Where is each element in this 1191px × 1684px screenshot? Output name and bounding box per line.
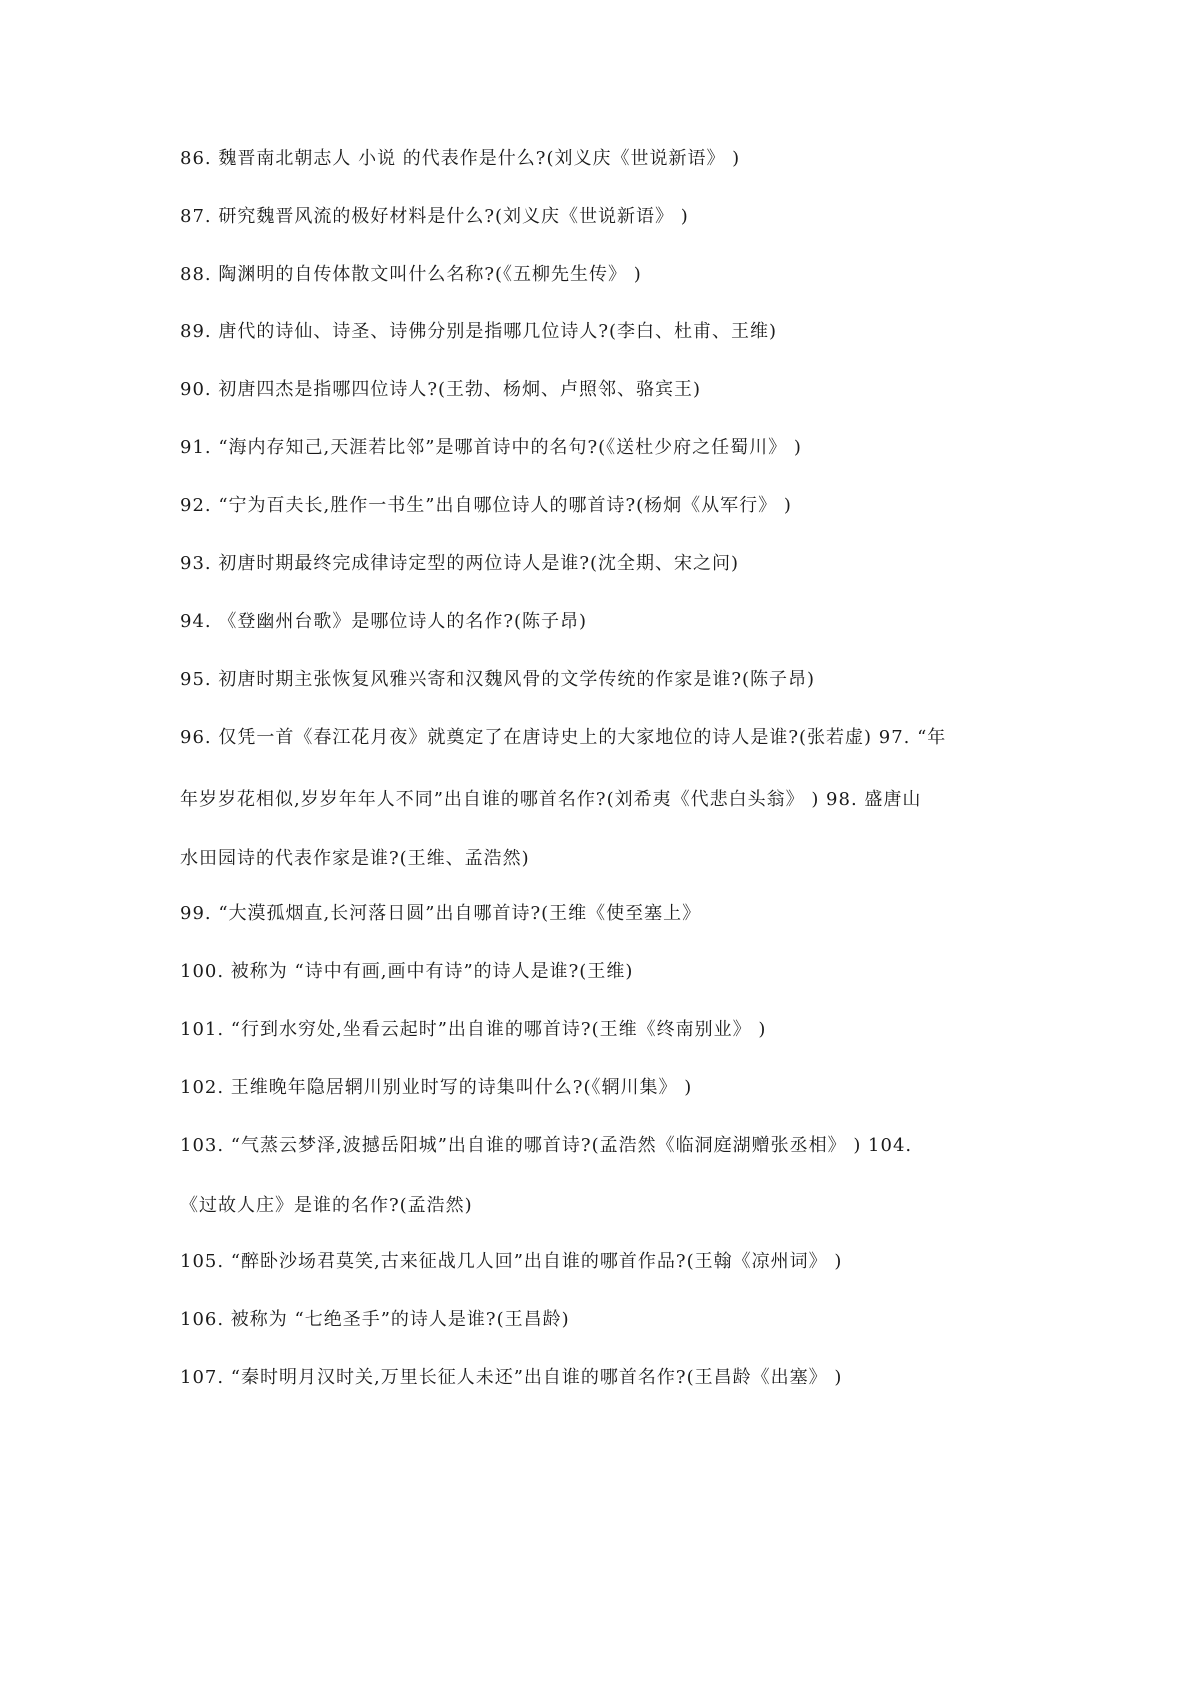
text-line: 91. “海内存知己,天涯若比邻”是哪首诗中的名句?(《送杜少府之任蜀川》 ): [180, 437, 802, 458]
text-line: 年岁岁花相似,岁岁年年人不同”出自谁的哪首名作?(刘希夷《代悲白头翁》 ) 98. 盛唐山: [180, 789, 922, 810]
text-line: 103. “气蒸云梦泽,波撼岳阳城”出自谁的哪首诗?(孟浩然《临洞庭湖赠张丞相》 ) 104.: [180, 1135, 913, 1156]
text-line: 107. “秦时明月汉时关,万里长征人未还”出自谁的哪首名作?(王昌龄《出塞》 ): [180, 1367, 843, 1388]
text-line: 99. “大漠孤烟直,长河落日圆”出自哪首诗?(王维《使至塞上》: [180, 903, 702, 924]
text-line: 93. 初唐时期最终完成律诗定型的两位诗人是谁?(沈全期、宋之问): [180, 553, 740, 574]
text-line: 101. “行到水穷处,坐看云起时”出自谁的哪首诗?(王维《终南别业》 ): [180, 1019, 767, 1040]
text-line: 106. 被称为 “七绝圣手”的诗人是谁?(王昌龄): [180, 1309, 570, 1330]
text-line: 102. 王维晚年隐居辋川别业时写的诗集叫什么?(《辋川集》 ): [180, 1077, 693, 1098]
text-line: 100. 被称为 “诗中有画,画中有诗”的诗人是谁?(王维): [180, 961, 634, 982]
text-line: 水田园诗的代表作家是谁?(王维、孟浩然): [180, 848, 530, 869]
text-line: 86. 魏晋南北朝志人 小说 的代表作是什么?(刘义庆《世说新语》 ): [180, 148, 741, 169]
text-line: 87. 研究魏晋风流的极好材料是什么?(刘义庆《世说新语》 ): [180, 206, 689, 227]
text-line: 94. 《登幽州台歌》是哪位诗人的名作?(陈子昂): [180, 611, 588, 632]
text-line: 89. 唐代的诗仙、诗圣、诗佛分别是指哪几位诗人?(李白、杜甫、王维): [180, 321, 778, 342]
text-line: 92. “宁为百夫长,胜作一书生”出自哪位诗人的哪首诗?(杨炯《从军行》 ): [180, 495, 792, 516]
text-line: 96. 仅凭一首《春江花月夜》就奠定了在唐诗史上的大家地位的诗人是谁?(张若虚) 97. “年: [180, 727, 947, 748]
text-line: 90. 初唐四杰是指哪四位诗人?(王勃、杨炯、卢照邻、骆宾王): [180, 379, 702, 400]
text-line: 88. 陶渊明的自传体散文叫什么名称?(《五柳先生传》 ): [180, 264, 642, 285]
text-line: 95. 初唐时期主张恢复风雅兴寄和汉魏风骨的文学传统的作家是谁?(陈子昂): [180, 669, 816, 690]
text-line: 《过故人庄》是谁的名作?(孟浩然): [180, 1195, 473, 1216]
text-line: 105. “醉卧沙场君莫笑,古来征战几人回”出自谁的哪首作品?(王翰《凉州词》 ): [180, 1251, 843, 1272]
